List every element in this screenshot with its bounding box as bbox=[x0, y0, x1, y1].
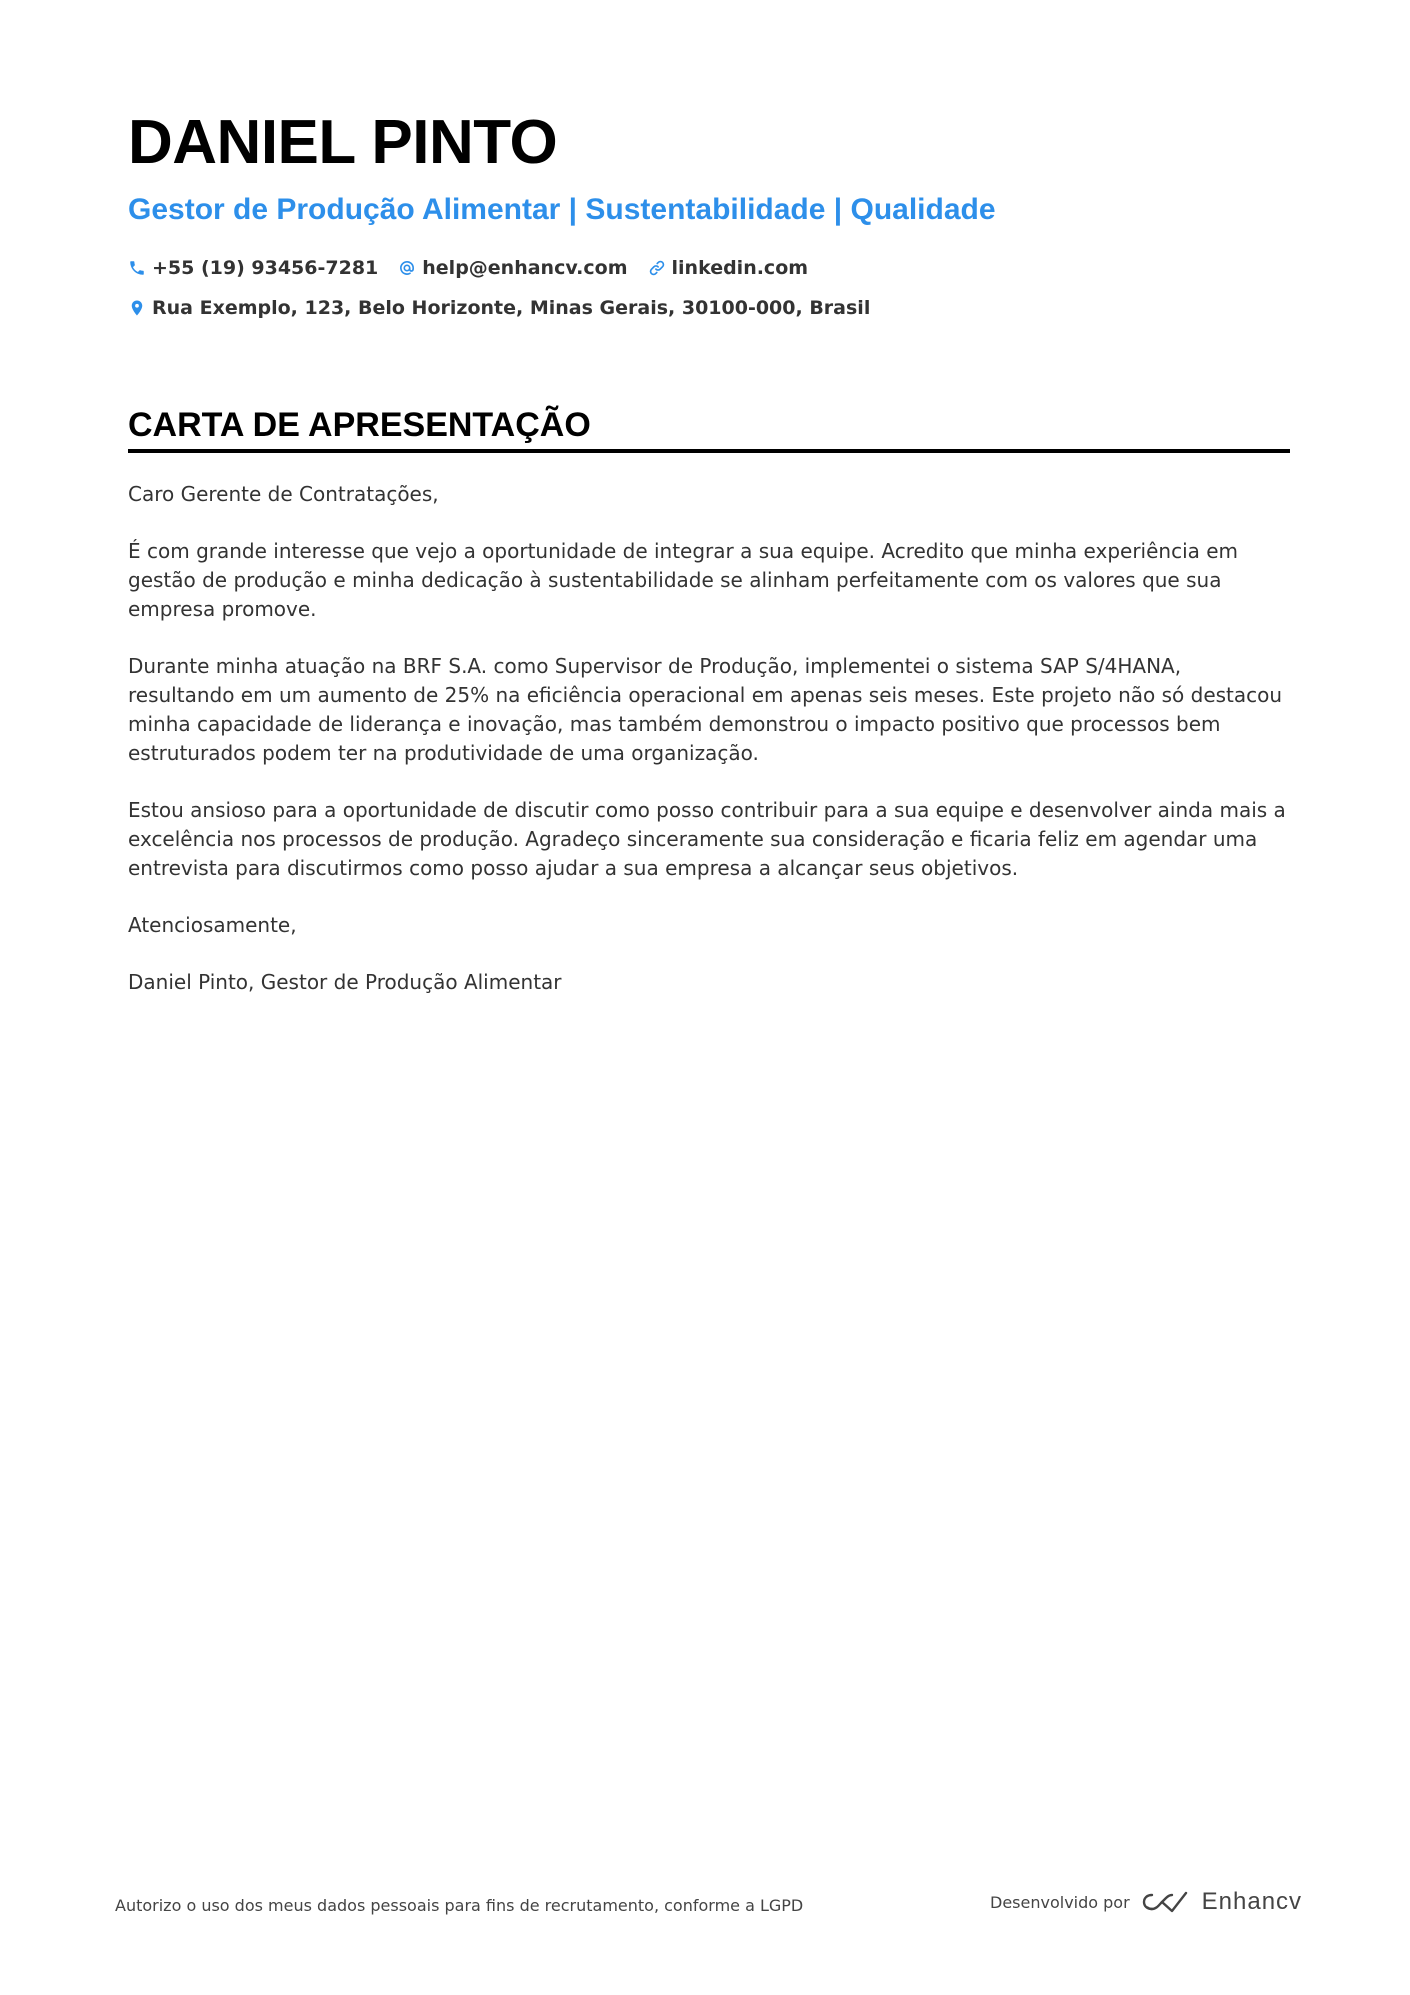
contact-info bbox=[128, 254, 890, 334]
contact-row-primary bbox=[128, 254, 890, 282]
at-icon bbox=[398, 259, 416, 277]
letter-paragraph: É com grande interesse que vejo a oportunidade de integrar a sua equipe. Acredito que minha experiência em gestão de produção e minha dedicação à sustentabilidade se alinham perfeitamente com os valores que sua empresa promove. bbox=[128, 539, 1239, 621]
letter-paragraph: Durante minha atuação na BRF S.A. como Supervisor de Produção, implementei o sistema SAP S/4HANA, resultando em um aumento de 25% na eficiência operacional em apenas seis meses. Este projeto não só destacou minha capacidade de liderança e inovação, mas também demonstrou o impacto positivo que processos bem estruturados podem ter na produtividade de uma organização. bbox=[128, 654, 1283, 765]
email-text: help@enhancv.com bbox=[422, 257, 628, 279]
letter-closing: Atenciosamente, bbox=[128, 913, 297, 937]
letter-paragraph: Estou ansioso para a oportunidade de discutir como posso contribuir para a sua equipe e desenvolver ainda mais a excelência nos processos de produção. Agradeço sinceramente sua consideração e ficaria feliz em agendar uma entrevista para discutirmos como posso ajudar a sua empresa a alcançar seus objetivos. bbox=[128, 798, 1286, 880]
section-title: CARTA DE APRESENTAÇÃO bbox=[128, 406, 591, 444]
contact-row-address bbox=[128, 294, 890, 322]
powered-by[interactable] bbox=[990, 1888, 1302, 1916]
enhancv-logo-icon bbox=[1142, 1889, 1190, 1915]
powered-by-label: Desenvolvido por bbox=[990, 1892, 1130, 1912]
contact-address bbox=[128, 297, 870, 319]
phone-icon bbox=[128, 259, 146, 277]
consent-note: Autorizo o uso dos meus dados pessoais para fins de recrutamento, conforme a LGPD bbox=[115, 1896, 804, 1915]
location-pin-icon bbox=[128, 299, 146, 317]
brand-name: Enhancv bbox=[1201, 1888, 1303, 1915]
contact-phone[interactable] bbox=[128, 257, 378, 279]
phone-text: +55 (19) 93456-7281 bbox=[152, 257, 379, 279]
link-icon bbox=[648, 259, 666, 277]
linkedin-text: linkedin.com bbox=[671, 257, 809, 279]
candidate-headline: Gestor de Produção Alimentar | Sustentabilidade | Qualidade bbox=[128, 193, 996, 226]
letter-greeting: Caro Gerente de Contratações, bbox=[128, 482, 439, 506]
address-text: Rua Exemplo, 123, Belo Horizonte, Minas Gerais, 30100-000, Brasil bbox=[152, 297, 871, 319]
candidate-name: DANIEL PINTO bbox=[128, 108, 558, 177]
contact-email[interactable] bbox=[398, 257, 627, 279]
section-divider bbox=[128, 449, 1290, 453]
letter-body bbox=[128, 480, 1290, 1025]
letter-signature: Daniel Pinto, Gestor de Produção Alimentar bbox=[128, 970, 562, 994]
contact-linkedin[interactable] bbox=[648, 257, 809, 279]
